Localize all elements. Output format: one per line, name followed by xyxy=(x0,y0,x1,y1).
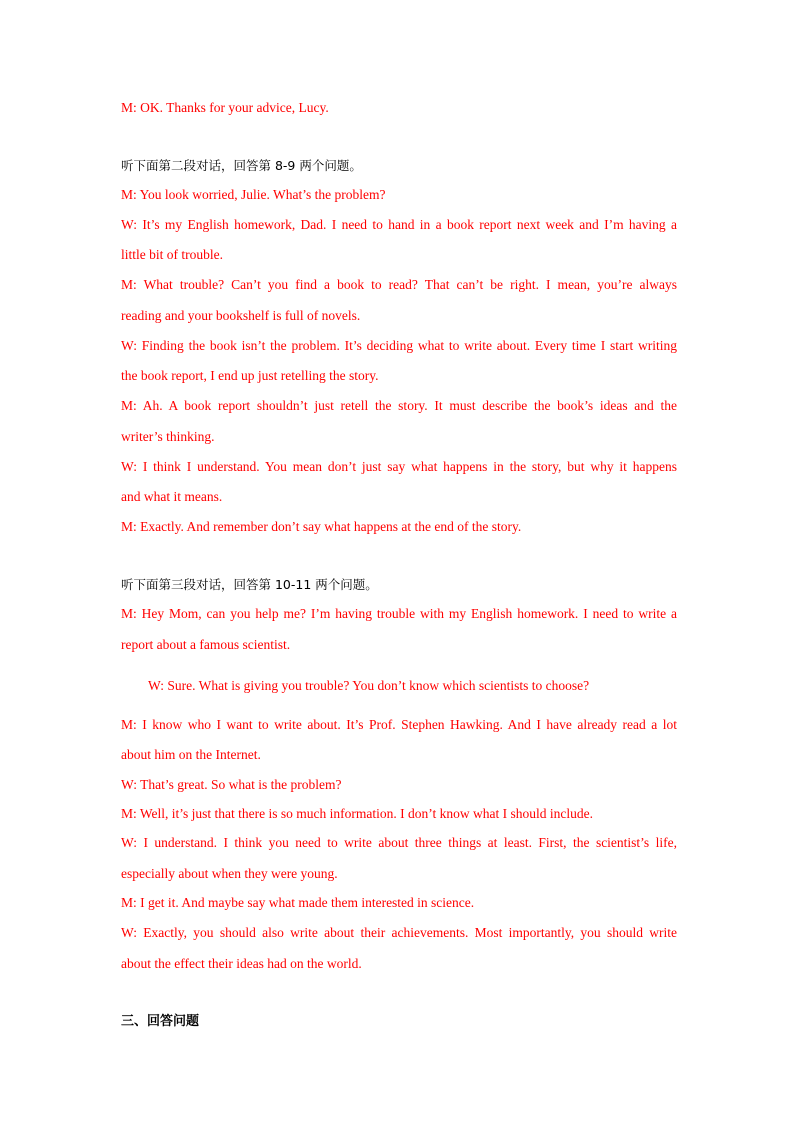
section-instruction: 听下面第三段对话，回答第 10-11 两个问题。 xyxy=(121,577,378,592)
dialogue-line: M: Exactly. And remember don’t say what happens at the end of the story. xyxy=(121,519,522,534)
dialogue-line: W: I think I understand. You mean don’t just say what happens in the story, but why it happens xyxy=(121,459,677,474)
dialogue-line: little bit of trouble. xyxy=(121,247,223,262)
dialogue-line: M: OK. Thanks for your advice, Lucy. xyxy=(121,100,329,115)
dialogue-line: M: I know who I want to write about. It’s Prof. Stephen Hawking. And I have already read a lot xyxy=(121,717,677,732)
dialogue-line: and what it means. xyxy=(121,489,223,504)
dialogue-line: M: Well, it’s just that there is so much information. I don’t know what I should include. xyxy=(121,806,593,821)
dialogue-line: especially about when they were young. xyxy=(121,866,338,881)
dialogue-line: W: It’s my English homework, Dad. I need to hand in a book report next week and I’m having a xyxy=(121,217,677,232)
dialogue-line: W: Finding the book isn’t the problem. It’s deciding what to write about. Every time I start writing xyxy=(121,338,677,353)
dialogue-line: W: Sure. What is giving you trouble? You don’t know which scientists to choose? xyxy=(148,678,590,693)
dialogue-line: about him on the Internet. xyxy=(121,747,261,762)
dialogue-line: W: Exactly, you should also write about their achievements. Most importantly, you should write xyxy=(121,925,677,940)
dialogue-line: M: Ah. A book report shouldn’t just retell the story. It must describe the book’s ideas and the xyxy=(121,398,677,413)
dialogue-line: writer’s thinking. xyxy=(121,429,215,444)
dialogue-line: about the effect their ideas had on the world. xyxy=(121,956,362,971)
dialogue-line: W: That’s great. So what is the problem? xyxy=(121,777,342,792)
section-heading: 三、回答问题 xyxy=(121,1014,200,1029)
dialogue-line: M: What trouble? Can’t you find a book to read? That can’t be right. I mean, you’re always xyxy=(121,277,677,292)
dialogue-line: the book report, I end up just retelling the story. xyxy=(121,368,379,383)
dialogue-line: report about a famous scientist. xyxy=(121,637,291,652)
dialogue-line: M: Hey Mom, can you help me? I’m having trouble with my English homework. I need to write a xyxy=(121,606,677,621)
section-instruction: 听下面第二段对话，回答第 8-9 两个问题。 xyxy=(121,158,362,173)
dialogue-line: M: I get it. And maybe say what made them interested in science. xyxy=(121,895,475,910)
dialogue-line: M: You look worried, Julie. What’s the problem? xyxy=(121,187,386,202)
dialogue-line: W: I understand. I think you need to write about three things at least. First, the scientist’s life, xyxy=(121,835,677,850)
dialogue-line: reading and your bookshelf is full of novels. xyxy=(121,308,361,323)
